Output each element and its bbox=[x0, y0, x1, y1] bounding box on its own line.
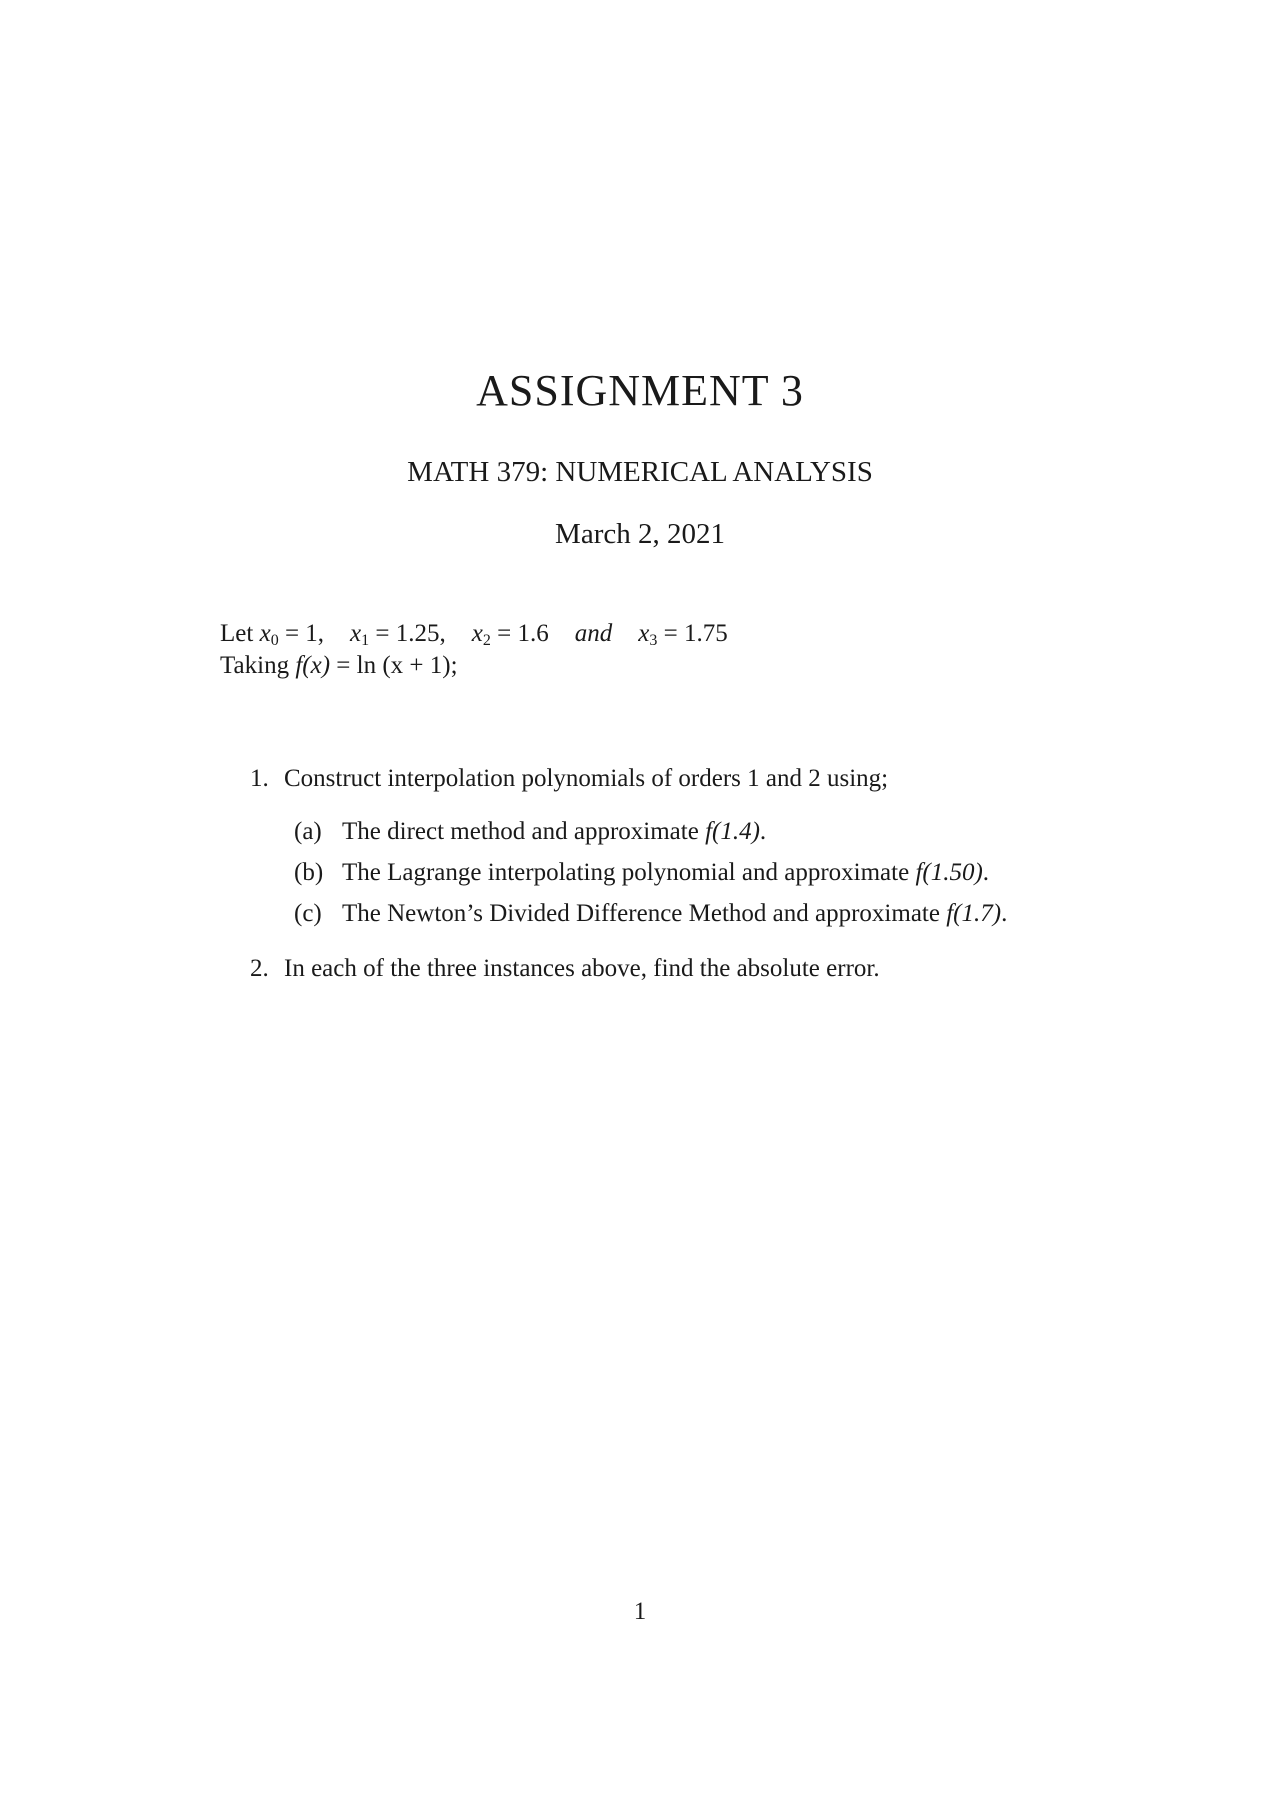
part-description: The Newton’s Divided Difference Method and approximate bbox=[342, 900, 947, 927]
x2-value: = 1.6 bbox=[497, 620, 549, 647]
question-number: 1. bbox=[250, 765, 269, 792]
part-end: . bbox=[982, 859, 990, 886]
function-symbol: f(x) bbox=[295, 652, 331, 679]
course-name: MATH 379: NUMERICAL ANALYSIS bbox=[407, 456, 873, 488]
question-text: In each of the three instances above, find the absolute error. bbox=[284, 955, 880, 982]
page-number: 1 bbox=[633, 1598, 647, 1625]
taking-word: Taking bbox=[220, 652, 290, 679]
question-text: Construct interpolation polynomials of orders 1 and 2 using; bbox=[284, 765, 889, 792]
part-end: . bbox=[1001, 900, 1008, 927]
x0-subscript: 0 bbox=[270, 632, 279, 649]
x2-subscript: 2 bbox=[482, 632, 491, 649]
x1-variable: x bbox=[350, 620, 362, 647]
document-date: March 2, 2021 bbox=[555, 518, 725, 550]
function-expression: = ln (x + 1); bbox=[336, 652, 458, 679]
x0-value: = 1, bbox=[284, 620, 325, 647]
part-description: The Lagrange interpolating polynomial and approximate bbox=[342, 859, 916, 886]
part-label: (c) bbox=[294, 900, 322, 927]
part-description: The direct method and approximate bbox=[342, 818, 706, 845]
part-text bbox=[342, 818, 766, 846]
x1-value: = 1.25, bbox=[375, 620, 446, 647]
part-text bbox=[342, 900, 1007, 928]
part-end: . bbox=[759, 818, 767, 845]
given-values-line bbox=[220, 620, 728, 650]
part-text bbox=[342, 859, 989, 887]
and-word: and bbox=[574, 620, 613, 647]
x2-variable: x bbox=[471, 620, 483, 647]
x3-value: = 1.75 bbox=[663, 620, 728, 647]
part-label: (b) bbox=[294, 859, 324, 886]
x0-variable: x bbox=[259, 620, 271, 647]
part-math: f(1.50) bbox=[915, 859, 983, 886]
part-math: f(1.4) bbox=[705, 818, 760, 845]
let-word: Let bbox=[220, 620, 254, 647]
x3-variable: x bbox=[638, 620, 650, 647]
function-definition-line bbox=[220, 652, 458, 680]
x1-subscript: 1 bbox=[361, 632, 370, 649]
page-title: ASSIGNMENT 3 bbox=[476, 366, 804, 415]
part-math: f(1.7) bbox=[946, 900, 1002, 927]
x3-subscript: 3 bbox=[649, 632, 658, 649]
part-label: (a) bbox=[294, 818, 322, 845]
question-number: 2. bbox=[250, 955, 269, 982]
